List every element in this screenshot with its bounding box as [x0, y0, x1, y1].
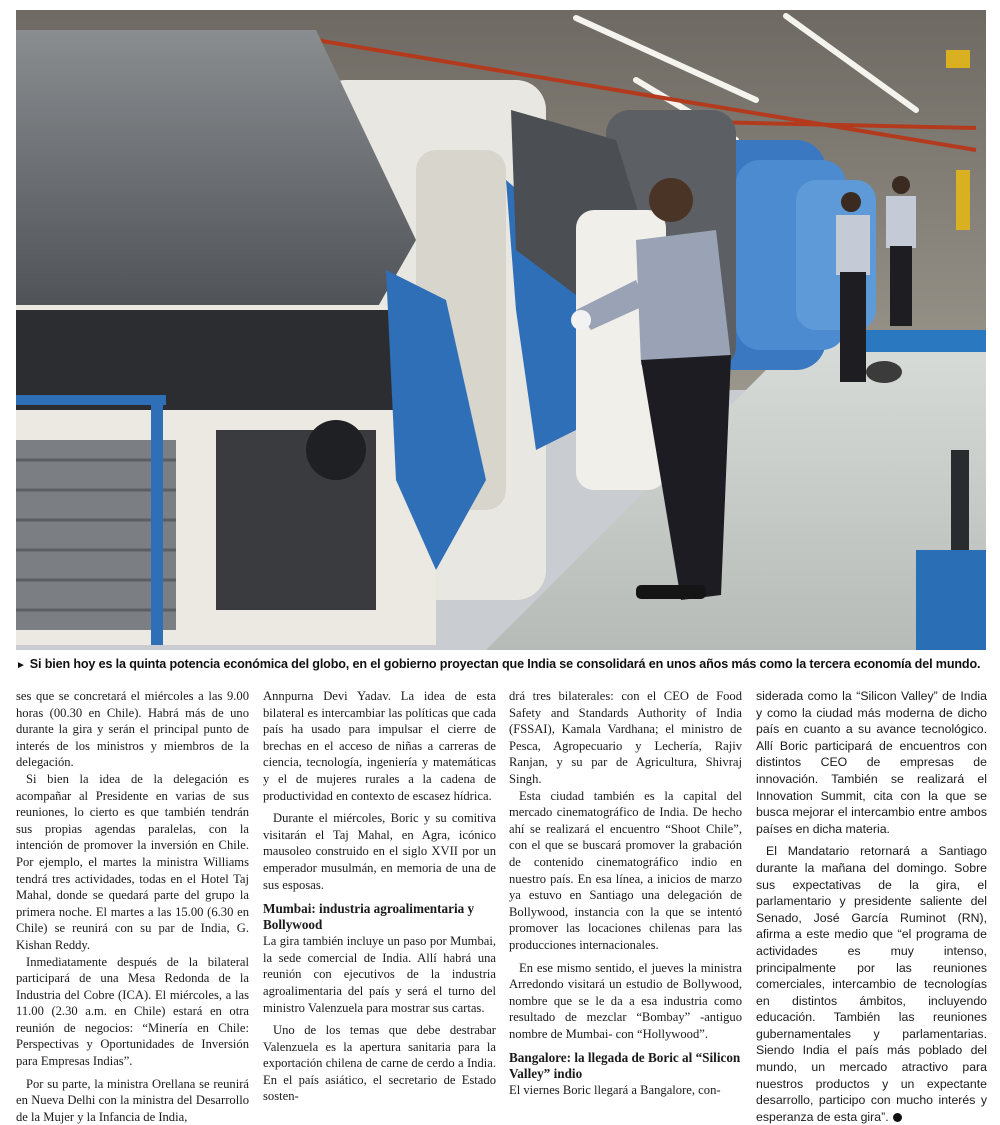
section-heading-mumbai: Mumbai: industria agroalimentaria y Bollywood — [263, 901, 475, 933]
photo-caption — [16, 657, 996, 675]
section-heading-bangalore: Bangalore: la llegada de Boric al “Silicon Valley” indio — [509, 1050, 741, 1082]
caption-arrow-icon: ► — [16, 660, 26, 671]
paragraph: La gira también incluye un paso por Mumbai, la sede comercial de India. Allí habrá una reunión con ejecutivos de la industria agroalimentaria del país y será el turno del ministro Valenzuela para mostrar sus cartas. — [263, 934, 496, 1015]
article-column-4 — [756, 688, 987, 1124]
paragraph: siderada como la “Silicon Valley” de India y como la ciudad más moderna de dicho país en cuanto a su avance tecnológico. Allí Boric participará de encuentros con distintos CEO de empresas de innovación. También se realizará el Innovation Summit, cita con la que se busca mejorar el intercambio entre ambos países en dicha materia. — [756, 689, 987, 836]
paragraph: Si bien la idea de la delegación es acompañar al Presidente en varias de sus reuniones, lo cierto es que también tendrán sus propias agendas paralelas, con la intención de promover la inversión en Chile. Por ejemplo, el martes la ministra Williams tendrá tres actividades, todas en el Hotel Taj Mahal, donde se quedará parte del grupo la primera noche. El martes a las 15.00 (6.30 en Chile) se reunirá con su par de India, G. Kishan Reddy. — [16, 771, 249, 952]
article-column-2 — [263, 688, 496, 1104]
paragraph: drá tres bilaterales: con el CEO de Food Safety and Standards Authority of India (FSSAI), Kamala Vardhana; el ministro de Pesca, Agropecuario y Lechería, Rajiv Ranjan, y su par de Agricultura, Shivraj Singh. — [509, 689, 742, 786]
paragraph: El viernes Boric llegará a Bangalore, con- — [509, 1083, 721, 1098]
paragraph: Durante el miércoles, Boric y su comitiva visitarán el Taj Mahal, en Agra, icónico mausoleo construido en el siglo XVII por un emperador musulmán, en memoria de una de sus esposas. — [263, 811, 496, 892]
paragraph: ses que se concretará el miércoles a las 9.00 horas (00.30 en Chile). Habrá más de uno durante la gira y serán el principal punto de interés de los ministros y miembros de la delegación. — [16, 689, 249, 770]
paragraph: Uno de los temas que debe destrabar Valenzuela es la apertura sanitaria para la exportación chilena de carne de cerdo a India. En el país asiático, el secretario de Estado sosten- — [263, 1023, 496, 1104]
article-column-3 — [509, 688, 742, 1098]
article-column-1 — [16, 688, 249, 1124]
paragraph: Annpurna Devi Yadav. La idea de esta bilateral es intercambiar las políticas que cada país ha usado para impulsar el cierre de brechas en el acceso de niñas a carreras de ciencia, tecnología, ingeniería y matemáticas y el de mujeres rurales a la cadena de productividad en contexto de escasez hídrica. — [263, 689, 496, 803]
caption-text: Si bien hoy es la quinta potencia económica del globo, en el gobierno proyectan que India se consolidará en unos años más como la tercera economía del mundo. — [29, 657, 981, 671]
paragraph-text: El Mandatario retornará a Santiago durante la mañana del domingo. Sobre sus expectativas de la gira, el parlamentario y presidente saliente del Senado, José García Ruminot (RN), afirma a este medio que “el programa de actividades es muy intenso, principalmente por las reuniones comerciales, intercambio de tecnologías en distintos ámbitos, incluyendo educación. También las reuniones gubernamentales y parlamentarias. Siendo India el país más poblado del mundo, un mercado atractivo para nuestros productos y un expectante desarrollo, participo con mucho interés y esperanza de esta gira”. — [756, 844, 987, 1124]
factory-photo — [16, 10, 986, 650]
paragraph: Por su parte, la ministra Orellana se reunirá en Nueva Delhi con la ministra del Desarrollo de la Mujer y la Infancia de India, — [16, 1076, 249, 1124]
assembly-line-illustration — [16, 10, 986, 650]
blue-platform — [866, 330, 986, 352]
paragraph — [756, 843, 987, 1125]
paragraph: Inmediatamente después de la bilateral participará de una Mesa Redonda de la Industria del Cobre (ICA). El miércoles, a las 11.00 (2.30 a.m. en Chile) estará en otra reunión de negocios: “Minería en Chile: Perspectivas y Oportunidades de Inversión para Empresas Indias”. — [16, 954, 249, 1069]
paragraph: Esta ciudad también es la capital del mercado cinematográfico de India. De hecho ahí se realizará el encuentro “Shoot Chile”, con el que se buscará promover la grabación de contenido cinematográfico indio en nuestro país. En esa línea, a inicios de marzo ya estuvo en Santiago una delegación de Bollywood, instancia con la que se intentó promover las locaciones chilenas para las producciones internacionales. — [509, 788, 742, 952]
end-of-article-mark — [893, 1113, 902, 1122]
paragraph: En ese mismo sentido, el jueves la ministra Arredondo visitará un estudio de Bollywood, nombre que se le da a esa industria como resultado de mezclar “Bombay” -antiguo nombre de Mumbai- con “Hollywood”. — [509, 960, 742, 1041]
